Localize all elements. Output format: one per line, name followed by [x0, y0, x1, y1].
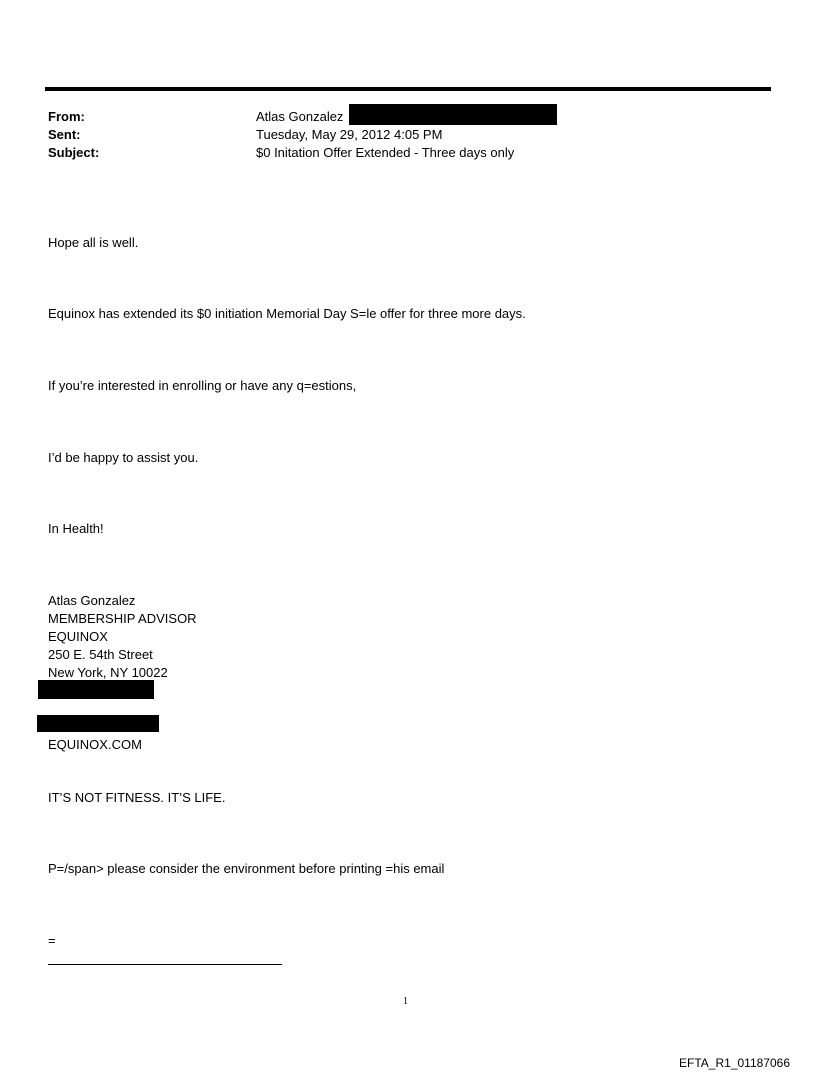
subject-value: $0 Initation Offer Extended - Three days only [256, 145, 515, 160]
document-id: EFTA_R1_01187066 [679, 1056, 790, 1070]
header-divider [45, 87, 771, 91]
redaction-bar [349, 104, 557, 125]
signature-name: Atlas Gonzalez [48, 593, 136, 608]
footer-divider [48, 964, 282, 965]
redaction-bar [38, 680, 154, 699]
closing-text: In Health! [48, 521, 104, 536]
subject-label: Subject: [48, 145, 100, 160]
signature-website: EQUINOX.COM [48, 737, 142, 752]
signature-title: MEMBERSHIP ADVISOR [48, 611, 197, 626]
signature-tagline: IT’S NOT FITNESS. IT’S LIFE. [48, 790, 226, 805]
environment-note: P=/span> please consider the environment before printing =his email [48, 861, 445, 876]
from-label: From: [48, 109, 85, 124]
equals-artifact: = [48, 933, 56, 948]
sent-label: Sent: [48, 127, 81, 142]
page-number: 1 [403, 996, 408, 1007]
greeting-text: Hope all is well. [48, 235, 139, 250]
redaction-bar [37, 715, 159, 732]
signature-street: 250 E. 54th Street [48, 647, 153, 662]
signature-company: EQUINOX [48, 629, 108, 644]
body-paragraph: If you’re interested in enrolling or have any q=estions, [48, 378, 357, 393]
body-paragraph: I’d be happy to assist you. [48, 450, 199, 465]
body-paragraph: Equinox has extended its $0 initiation Memorial Day S=le offer for three more days. [48, 306, 526, 321]
sent-value: Tuesday, May 29, 2012 4:05 PM [256, 127, 443, 142]
from-value: Atlas Gonzalez [256, 109, 344, 124]
signature-city: New York, NY 10022 [48, 665, 168, 680]
